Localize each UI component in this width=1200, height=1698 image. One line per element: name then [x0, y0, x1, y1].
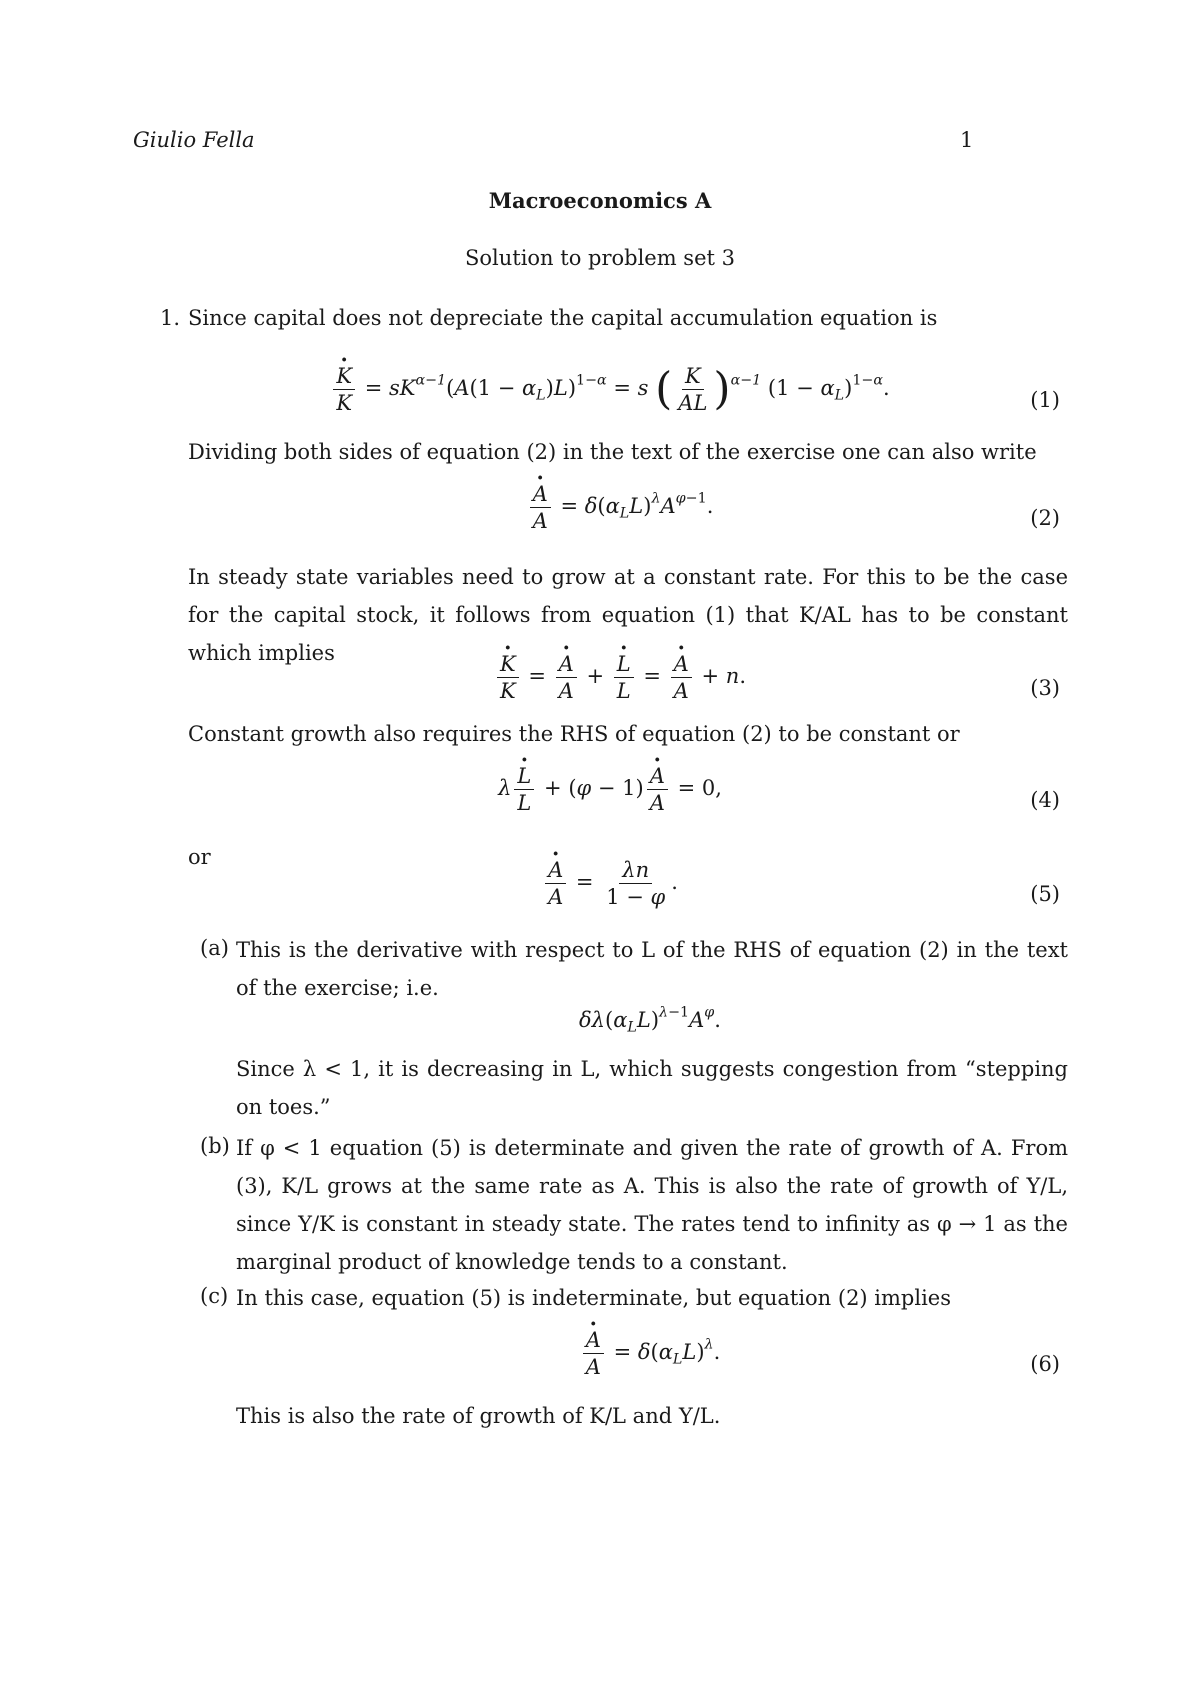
item-a-label: (a) — [200, 936, 229, 960]
problem-intro: Since capital does not depreciate the capital accumulation equation is — [188, 306, 938, 330]
item-a-text: This is the derivative with respect to L of the RHS of equation (2) in the text of the exercise; i.e. — [236, 938, 1068, 1000]
equation-number-5: (5) — [1030, 882, 1060, 906]
equation-1: · $\frac{K}{K}$ = $sK^{\alpha-1}(A(1 - \alpha_L)L)^{1-\alpha} = s$ ( $\frac{K}{AL}$ )$^{\alpha-1}$ $(1 - \alpha_L)^{1-\alpha}$. — [0, 364, 1200, 415]
item-a-expression: $\delta\lambda(\alpha_LL)^{\lambda-1}A^\varphi$. — [579, 1004, 721, 1036]
item-c-text: In this case, equation (5) is indeterminate, but equation (2) implies — [236, 1286, 952, 1310]
item-c-label: (c) — [200, 1284, 229, 1308]
equation-number-6: (6) — [1030, 1352, 1060, 1376]
page-number: 1 — [960, 128, 974, 152]
paragraph-after-eq2: In steady state variables need to grow at a constant rate. For this to be the case for the capital stock, it follows from equation (1) that K/AL has to be constant which implies — [188, 565, 1068, 665]
equation-number-1: (1) — [1030, 388, 1060, 412]
document-title: Macroeconomics A — [488, 188, 712, 213]
equation-2: · $\frac{A}{A}$ = $\delta(\alpha_LL)^\lambda A^{\varphi-1}$. — [0, 482, 1200, 533]
item-c-after: This is also the rate of growth of K/L and Y/L. — [236, 1404, 721, 1428]
equation-number-4: (4) — [1030, 788, 1060, 812]
item-b-text: If φ < 1 equation (5) is determinate and given the rate of growth of A. From (3), K/L grows at the same rate as A. This is also the rate of growth of Y/L, since Y/K is constant in steady state. The rates tend to infinity as φ → 1 as the marginal product of knowledge tends to a constant. — [236, 1136, 1068, 1274]
equation-number-2: (2) — [1030, 506, 1060, 530]
or-text: or — [188, 845, 211, 869]
paragraph-after-eq3: Constant growth also requires the RHS of equation (2) to be constant or — [188, 722, 960, 746]
equation-6: · $\frac{A}{A}$ = $\delta(\alpha_LL)^\lambda$. — [0, 1328, 1200, 1379]
item-b-label: (b) — [200, 1134, 230, 1158]
problem-number: 1. — [160, 306, 181, 330]
document-subtitle: Solution to problem set 3 — [464, 246, 735, 270]
item-a-after: Since λ < 1, it is decreasing in L, which suggests congestion from “stepping on toes.” — [236, 1057, 1068, 1119]
paragraph-after-eq1: Dividing both sides of equation (2) in the text of the exercise one can also write — [188, 440, 1037, 464]
equation-5: · $\frac{A}{A}$ = $\frac{\lambda n}{1 - \varphi}$ . — [0, 858, 1200, 909]
equation-number-3: (3) — [1030, 676, 1060, 700]
equation-4: λ · $\frac{L}{L}$ + (φ − 1) · $\frac{A}{A}$ = 0, — [0, 764, 1200, 815]
equation-3: · $\frac{K}{K}$ = · $\frac{A}{A}$ + · $\frac{L}{L}$ = · $\frac{A}{A}$ + n. — [0, 652, 1200, 703]
running-header-author: Giulio Fella — [133, 128, 255, 152]
